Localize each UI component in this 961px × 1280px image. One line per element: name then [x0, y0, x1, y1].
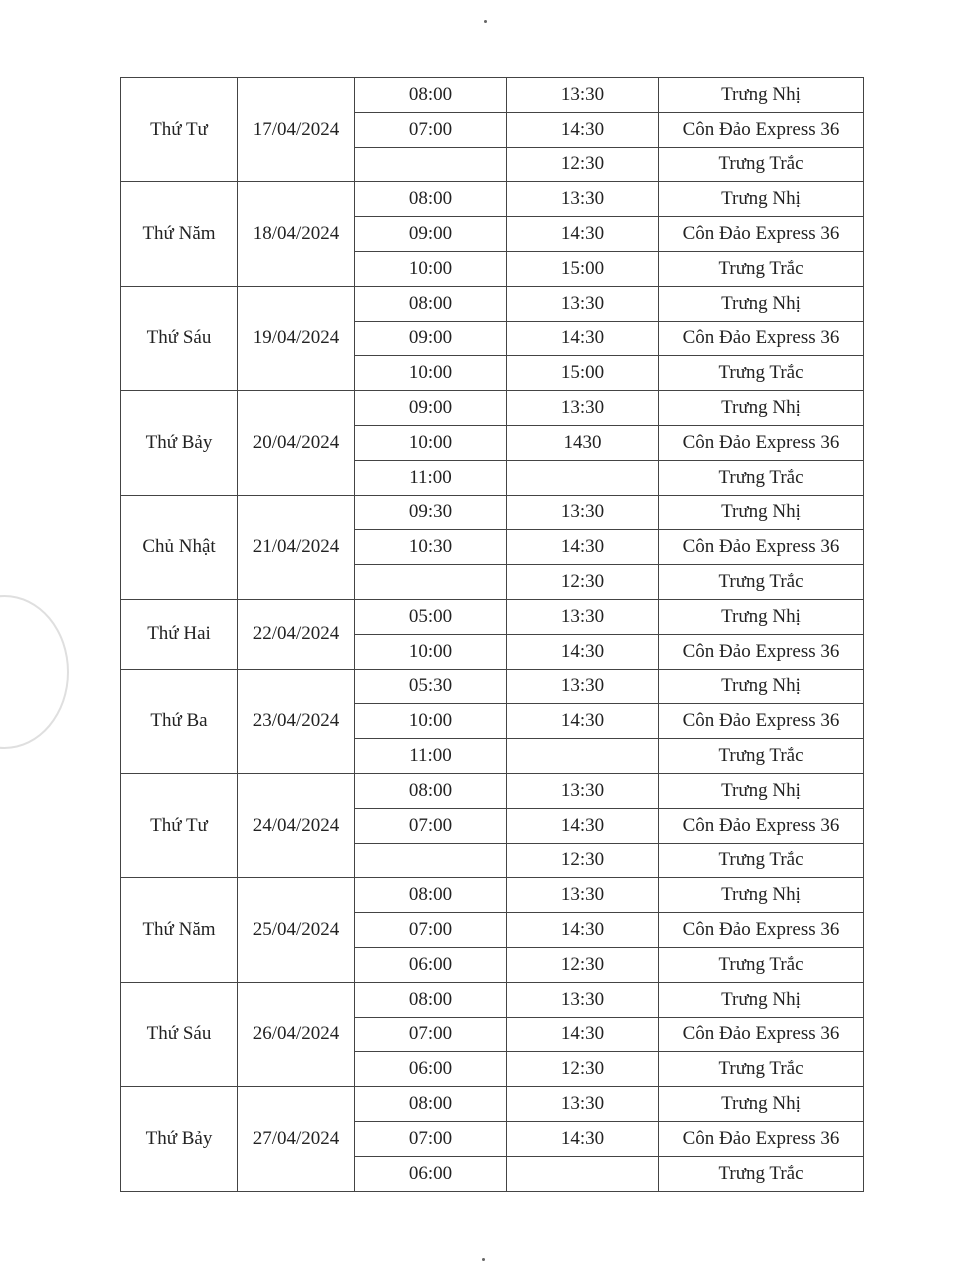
day-cell: Thứ Năm — [121, 182, 238, 286]
departure-time-2-cell: 14:30 — [507, 634, 659, 669]
departure-time-2-cell: 13:30 — [507, 182, 659, 217]
day-cell: Chủ Nhật — [121, 495, 238, 599]
departure-time-2-cell: 13:30 — [507, 878, 659, 913]
departure-time-1-cell: 10:00 — [355, 425, 507, 460]
departure-time-2-cell: 15:00 — [507, 251, 659, 286]
departure-time-1-cell: 08:00 — [355, 78, 507, 113]
departure-time-2-cell: 15:00 — [507, 356, 659, 391]
date-cell: 26/04/2024 — [238, 982, 355, 1086]
table-row — [121, 1087, 864, 1122]
date-cell: 20/04/2024 — [238, 391, 355, 495]
departure-time-1-cell: 06:00 — [355, 1052, 507, 1087]
date-cell: 22/04/2024 — [238, 599, 355, 669]
table-row — [121, 182, 864, 217]
ship-name-cell: Côn Đảo Express 36 — [659, 217, 864, 252]
ship-name-cell: Trưng Trắc — [659, 947, 864, 982]
departure-time-2-cell: 12:30 — [507, 565, 659, 600]
departure-time-1-cell: 10:30 — [355, 530, 507, 565]
departure-time-2-cell: 14:30 — [507, 1121, 659, 1156]
ship-name-cell: Trưng Nhị — [659, 286, 864, 321]
faded-stamp — [0, 595, 69, 749]
day-cell: Thứ Sáu — [121, 286, 238, 390]
ship-name-cell: Trưng Nhị — [659, 982, 864, 1017]
ship-name-cell: Trưng Trắc — [659, 251, 864, 286]
departure-time-2-cell: 12:30 — [507, 947, 659, 982]
table-row — [121, 495, 864, 530]
day-cell: Thứ Bảy — [121, 391, 238, 495]
date-cell: 25/04/2024 — [238, 878, 355, 982]
departure-time-1-cell: 09:00 — [355, 217, 507, 252]
ship-name-cell: Trưng Nhị — [659, 391, 864, 426]
table-row — [121, 286, 864, 321]
departure-time-1-cell: 06:00 — [355, 1156, 507, 1191]
table-row — [121, 669, 864, 704]
departure-time-1-cell: 10:00 — [355, 251, 507, 286]
date-cell: 21/04/2024 — [238, 495, 355, 599]
scan-speck — [484, 20, 487, 23]
ship-name-cell: Trưng Trắc — [659, 147, 864, 182]
ship-name-cell: Trưng Nhị — [659, 78, 864, 113]
departure-time-1-cell: 08:00 — [355, 1087, 507, 1122]
table-row — [121, 878, 864, 913]
departure-time-1-cell: 10:00 — [355, 634, 507, 669]
departure-time-1-cell: 05:00 — [355, 599, 507, 634]
departure-time-2-cell: 13:30 — [507, 1087, 659, 1122]
date-cell: 24/04/2024 — [238, 773, 355, 877]
departure-time-2-cell — [507, 739, 659, 774]
schedule-body — [121, 78, 864, 1192]
ship-name-cell: Côn Đảo Express 36 — [659, 704, 864, 739]
table-row — [121, 773, 864, 808]
departure-time-1-cell: 06:00 — [355, 947, 507, 982]
departure-time-1-cell: 08:00 — [355, 286, 507, 321]
departure-time-2-cell: 14:30 — [507, 704, 659, 739]
departure-time-2-cell: 13:30 — [507, 773, 659, 808]
ship-name-cell: Trưng Trắc — [659, 565, 864, 600]
departure-time-2-cell: 13:30 — [507, 286, 659, 321]
ship-name-cell: Trưng Trắc — [659, 460, 864, 495]
day-cell: Thứ Năm — [121, 878, 238, 982]
departure-time-2-cell: 13:30 — [507, 669, 659, 704]
departure-time-2-cell: 1430 — [507, 425, 659, 460]
departure-time-1-cell: 09:30 — [355, 495, 507, 530]
day-cell: Thứ Hai — [121, 599, 238, 669]
day-cell: Thứ Tư — [121, 773, 238, 877]
ship-name-cell: Côn Đảo Express 36 — [659, 1121, 864, 1156]
date-cell: 19/04/2024 — [238, 286, 355, 390]
departure-time-2-cell: 14:30 — [507, 217, 659, 252]
ship-name-cell: Côn Đảo Express 36 — [659, 112, 864, 147]
day-cell: Thứ Bảy — [121, 1087, 238, 1191]
departure-time-1-cell: 11:00 — [355, 739, 507, 774]
departure-time-2-cell: 13:30 — [507, 982, 659, 1017]
departure-time-1-cell: 05:30 — [355, 669, 507, 704]
ferry-schedule-table — [120, 77, 864, 1192]
ship-name-cell: Trưng Trắc — [659, 1052, 864, 1087]
ship-name-cell: Trưng Nhị — [659, 878, 864, 913]
departure-time-1-cell: 07:00 — [355, 112, 507, 147]
ship-name-cell: Trưng Trắc — [659, 843, 864, 878]
table-row — [121, 78, 864, 113]
departure-time-2-cell — [507, 460, 659, 495]
ship-name-cell: Trưng Nhị — [659, 669, 864, 704]
ship-name-cell: Trưng Nhị — [659, 599, 864, 634]
scan-speck — [482, 1258, 485, 1261]
ship-name-cell: Trưng Nhị — [659, 182, 864, 217]
departure-time-1-cell: 09:00 — [355, 391, 507, 426]
day-cell: Thứ Ba — [121, 669, 238, 773]
departure-time-2-cell: 13:30 — [507, 391, 659, 426]
departure-time-1-cell: 09:00 — [355, 321, 507, 356]
ship-name-cell: Trưng Trắc — [659, 356, 864, 391]
departure-time-2-cell: 13:30 — [507, 495, 659, 530]
table-row — [121, 391, 864, 426]
ship-name-cell: Côn Đảo Express 36 — [659, 321, 864, 356]
departure-time-1-cell: 08:00 — [355, 773, 507, 808]
departure-time-2-cell: 14:30 — [507, 808, 659, 843]
departure-time-1-cell: 10:00 — [355, 704, 507, 739]
day-cell: Thứ Sáu — [121, 982, 238, 1086]
departure-time-1-cell: 08:00 — [355, 182, 507, 217]
departure-time-1-cell: 10:00 — [355, 356, 507, 391]
table-row — [121, 982, 864, 1017]
departure-time-1-cell — [355, 565, 507, 600]
departure-time-1-cell: 07:00 — [355, 808, 507, 843]
ship-name-cell: Côn Đảo Express 36 — [659, 530, 864, 565]
departure-time-2-cell: 14:30 — [507, 112, 659, 147]
table-row — [121, 599, 864, 634]
ship-name-cell: Trưng Trắc — [659, 739, 864, 774]
departure-time-1-cell: 11:00 — [355, 460, 507, 495]
ship-name-cell: Côn Đảo Express 36 — [659, 634, 864, 669]
ship-name-cell: Trưng Nhị — [659, 773, 864, 808]
departure-time-2-cell: 13:30 — [507, 599, 659, 634]
ship-name-cell: Trưng Nhị — [659, 1087, 864, 1122]
departure-time-2-cell: 12:30 — [507, 1052, 659, 1087]
departure-time-1-cell: 07:00 — [355, 1121, 507, 1156]
ship-name-cell: Trưng Nhị — [659, 495, 864, 530]
date-cell: 17/04/2024 — [238, 78, 355, 182]
ship-name-cell: Côn Đảo Express 36 — [659, 1017, 864, 1052]
ship-name-cell: Côn Đảo Express 36 — [659, 808, 864, 843]
departure-time-2-cell — [507, 1156, 659, 1191]
departure-time-2-cell: 13:30 — [507, 78, 659, 113]
departure-time-2-cell: 14:30 — [507, 1017, 659, 1052]
departure-time-2-cell: 12:30 — [507, 147, 659, 182]
departure-time-2-cell: 14:30 — [507, 530, 659, 565]
departure-time-2-cell: 14:30 — [507, 913, 659, 948]
date-cell: 18/04/2024 — [238, 182, 355, 286]
departure-time-2-cell: 12:30 — [507, 843, 659, 878]
departure-time-1-cell — [355, 147, 507, 182]
date-cell: 27/04/2024 — [238, 1087, 355, 1191]
departure-time-1-cell — [355, 843, 507, 878]
departure-time-1-cell: 08:00 — [355, 982, 507, 1017]
ship-name-cell: Trưng Trắc — [659, 1156, 864, 1191]
ship-name-cell: Côn Đảo Express 36 — [659, 425, 864, 460]
date-cell: 23/04/2024 — [238, 669, 355, 773]
ship-name-cell: Côn Đảo Express 36 — [659, 913, 864, 948]
departure-time-1-cell: 07:00 — [355, 1017, 507, 1052]
departure-time-1-cell: 07:00 — [355, 913, 507, 948]
day-cell: Thứ Tư — [121, 78, 238, 182]
departure-time-1-cell: 08:00 — [355, 878, 507, 913]
departure-time-2-cell: 14:30 — [507, 321, 659, 356]
